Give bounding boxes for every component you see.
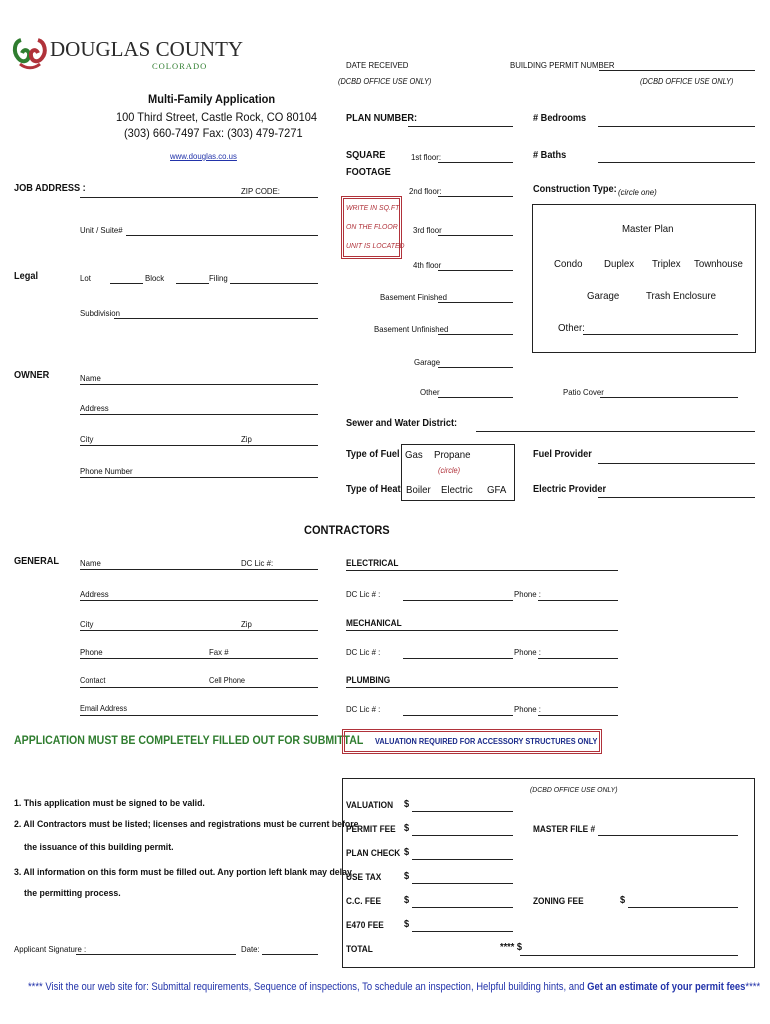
valuation-required-box	[344, 731, 600, 752]
plumbing-phone-label: Phone :	[514, 704, 541, 714]
heat-boiler-option[interactable]: Boiler	[406, 484, 431, 496]
floor2-label: 2nd floor:	[409, 186, 442, 196]
floor1-label: 1st floor:	[411, 152, 442, 162]
plan-check-label: PLAN CHECK	[346, 848, 401, 858]
footer-visit-line	[28, 981, 760, 994]
mechanical-phone-field[interactable]	[538, 658, 618, 659]
e470-fee-label: E470 FEE	[346, 920, 384, 930]
plan-number-field[interactable]	[408, 126, 513, 127]
rule-2: 2. All Contractors must be listed; licenses and registrations must be current before	[14, 819, 359, 830]
master-file-label: MASTER FILE #	[533, 824, 596, 834]
option-master-plan[interactable]: Master Plan	[622, 223, 674, 235]
circle-one-note: (circle one)	[618, 187, 657, 197]
zoning-fee-dollar: $	[620, 895, 626, 906]
general-phone-label: Phone	[80, 647, 103, 657]
general-email-field[interactable]	[80, 715, 318, 716]
applicant-signature-label: Applicant Signature :	[14, 944, 87, 954]
other-field[interactable]	[438, 397, 513, 398]
plan-check-dollar: $	[404, 847, 410, 858]
circle-note: (circle)	[438, 466, 461, 475]
mechanical-dclic-label: DC Lic # :	[346, 647, 381, 657]
master-file-field[interactable]	[598, 835, 738, 836]
owner-name-field[interactable]	[80, 384, 318, 385]
floor2-field[interactable]	[438, 196, 513, 197]
plumbing-dclic-field[interactable]	[403, 715, 513, 716]
valuation-required-notice: VALUATION REQUIRED FOR ACCESSORY STRUCTURES ONLY	[375, 737, 598, 746]
date-field[interactable]	[262, 954, 318, 955]
rule-1: 1. This application must be signed to be valid.	[14, 798, 205, 809]
general-cell-label: Cell Phone	[209, 676, 246, 685]
permit-fee-dollar: $	[404, 823, 410, 834]
electrical-phone-field[interactable]	[538, 600, 618, 601]
total-field[interactable]	[520, 955, 738, 956]
owner-phone-label: Phone Number	[80, 466, 133, 476]
office-phone: (303) 660-7497 Fax: (303) 479-7271	[124, 126, 303, 140]
mechanical-name-field[interactable]	[346, 630, 618, 631]
zoning-fee-field[interactable]	[628, 907, 738, 908]
floor3-field[interactable]	[438, 235, 513, 236]
must-fill-notice: APPLICATION MUST BE COMPLETELY FILLED OUT FOR SUBMITTAL	[14, 735, 364, 747]
construction-type-label: Construction Type:	[533, 184, 617, 195]
general-fax-label: Fax #	[209, 647, 229, 657]
fuel-propane-option[interactable]: Propane	[434, 449, 471, 461]
floor3-label: 3rd floor	[413, 225, 442, 235]
garage-field[interactable]	[438, 367, 513, 368]
general-email-label: Email Address	[80, 704, 128, 713]
bedrooms-field[interactable]	[598, 126, 755, 127]
e470-fee-field[interactable]	[412, 931, 513, 932]
zoning-fee-label: ZONING FEE	[533, 896, 584, 906]
applicant-signature-field[interactable]	[76, 954, 236, 955]
dcbd-office-note-2: (DCBD OFFICE USE ONLY)	[640, 77, 734, 86]
garage-label: Garage	[414, 357, 441, 367]
mechanical-dclic-field[interactable]	[403, 658, 513, 659]
general-heading: GENERAL	[14, 556, 59, 567]
heat-gfa-option[interactable]: GFA	[487, 484, 507, 496]
legal-label: Legal	[14, 271, 39, 282]
basement-finished-field[interactable]	[438, 302, 513, 303]
sewer-water-field[interactable]	[476, 431, 755, 432]
contractors-heading: CONTRACTORS	[304, 523, 390, 537]
owner-city-field[interactable]	[80, 445, 318, 446]
basement-unfinished-label: Basement Unfinished	[374, 324, 449, 334]
floor4-field[interactable]	[438, 270, 513, 271]
rule-3b: the permitting process.	[24, 888, 121, 899]
electrical-phone-label: Phone :	[514, 589, 541, 599]
owner-city-label: City	[80, 434, 94, 444]
fees-dcbd-note: (DCBD OFFICE USE ONLY)	[530, 785, 618, 794]
electric-provider-label: Electric Provider	[533, 484, 607, 495]
plumbing-phone-field[interactable]	[538, 715, 618, 716]
logo-sub-text: COLORADO	[152, 61, 208, 71]
owner-address-field[interactable]	[80, 414, 318, 415]
permit-fee-label: PERMIT FEE	[346, 824, 396, 834]
type-of-heat-label: Type of Heat	[346, 484, 401, 495]
electrical-heading: ELECTRICAL	[346, 558, 399, 568]
plumbing-dclic-label: DC Lic # :	[346, 704, 381, 714]
date-label: Date:	[241, 944, 260, 954]
dcbd-office-note-1: (DCBD OFFICE USE ONLY)	[338, 77, 432, 86]
baths-field[interactable]	[598, 162, 755, 163]
e470-fee-dollar: $	[404, 919, 410, 930]
owner-phone-field[interactable]	[80, 477, 318, 478]
unit-suite-label: Unit / Suite#	[80, 225, 123, 235]
footer-visit-text: **** Visit the our web site for: Submittal requirements, Sequence of inspections, To schedule an inspection, Helpful building hints, and	[28, 981, 588, 993]
electrical-name-field[interactable]	[346, 570, 618, 571]
electric-provider-field[interactable]	[598, 497, 755, 498]
block-field[interactable]	[176, 283, 209, 284]
website-link[interactable]: www.douglas.co.us	[170, 151, 237, 161]
cc-fee-dollar: $	[404, 895, 410, 906]
unit-suite-field[interactable]	[126, 235, 318, 236]
basement-finished-label: Basement Finished	[380, 292, 447, 302]
logo-main-text: DOUGLAS COUNTY	[50, 37, 244, 61]
form-title: Multi-Family Application	[148, 92, 276, 106]
estimate-link[interactable]: Get an estimate of your permit fees	[587, 981, 746, 993]
baths-label: # Baths	[533, 150, 567, 161]
use-tax-label: USE TAX	[346, 872, 382, 882]
floor1-field[interactable]	[438, 162, 513, 163]
general-zip-label: Zip	[241, 619, 252, 629]
use-tax-dollar: $	[404, 871, 410, 882]
valuation-field[interactable]	[412, 811, 513, 812]
option-townhouse[interactable]: Townhouse	[694, 258, 743, 270]
fuel-gas-option[interactable]: Gas	[405, 449, 423, 461]
option-garage[interactable]: Garage	[587, 290, 620, 302]
cc-fee-field[interactable]	[412, 907, 513, 908]
owner-address-label: Address	[80, 403, 109, 413]
total-label: TOTAL	[346, 944, 373, 954]
option-trash-enclosure[interactable]: Trash Enclosure	[646, 290, 716, 302]
rule-3: 3. All information on this form must be filled out. Any portion left blank may delay	[14, 867, 352, 878]
cc-fee-label: C.C. FEE	[346, 896, 381, 906]
valuation-label: VALUATION	[346, 800, 394, 810]
building-permit-number-field[interactable]	[599, 70, 755, 71]
use-tax-field[interactable]	[412, 883, 513, 884]
building-permit-number-label: BUILDING PERMIT NUMBER	[510, 60, 615, 70]
other-label: Other	[420, 387, 440, 397]
patio-cover-field[interactable]	[600, 397, 738, 398]
county-logo	[12, 36, 244, 76]
owner-zip-label: Zip	[241, 434, 252, 444]
electrical-dclic-field[interactable]	[403, 600, 513, 601]
fuel-provider-label: Fuel Provider	[533, 449, 592, 460]
basement-unfinished-field[interactable]	[438, 334, 513, 335]
option-duplex[interactable]: Duplex	[604, 258, 635, 270]
total-dollar: **** $	[500, 942, 522, 953]
option-triplex[interactable]: Triplex	[652, 258, 681, 270]
valuation-dollar: $	[404, 799, 410, 810]
filing-label: Filing	[209, 273, 228, 283]
general-name-field[interactable]	[80, 569, 318, 570]
date-received-label: DATE RECEIVED	[346, 60, 409, 70]
general-city-field[interactable]	[80, 630, 318, 631]
sqft-note-3: UNIT IS LOCATED	[346, 241, 405, 250]
subdivision-field[interactable]	[114, 318, 318, 319]
general-city-label: City	[80, 619, 94, 629]
mechanical-heading: MECHANICAL	[346, 618, 402, 628]
general-dclic-label: DC Lic #:	[241, 558, 274, 568]
rule-2b: the issuance of this building permit.	[24, 842, 174, 853]
job-address-field[interactable]	[80, 197, 318, 198]
option-condo[interactable]: Condo	[554, 258, 583, 270]
patio-cover-label: Patio Cover	[563, 387, 604, 397]
filing-field[interactable]	[230, 283, 318, 284]
owner-name-label: Name	[80, 373, 101, 383]
sqft-note-2: ON THE FLOOR	[346, 222, 398, 231]
job-address-label: JOB ADDRESS :	[14, 183, 86, 194]
zip-code-label: ZIP CODE:	[241, 186, 280, 196]
plumbing-name-field[interactable]	[346, 687, 618, 688]
subdivision-label: Subdivision	[80, 308, 121, 318]
office-address: 100 Third Street, Castle Rock, CO 80104	[116, 110, 318, 124]
general-name-label: Name	[80, 558, 101, 568]
block-label: Block	[145, 273, 165, 283]
sewer-water-label: Sewer and Water District:	[346, 418, 458, 429]
general-address-label: Address	[80, 589, 109, 599]
general-contact-field[interactable]	[80, 687, 318, 688]
electrical-dclic-label: DC Lic # :	[346, 589, 381, 599]
bedrooms-label: # Bedrooms	[533, 113, 587, 124]
sqft-note-1: WRITE IN SQ.FT.	[346, 203, 401, 212]
general-contact-label: Contact	[80, 676, 106, 685]
lot-label: Lot	[80, 273, 91, 283]
plan-check-field[interactable]	[412, 859, 513, 860]
logo-mark-icon	[12, 36, 48, 70]
sqft-note-box	[343, 198, 405, 257]
square-footage-label-2: FOOTAGE	[346, 167, 391, 178]
mechanical-phone-label: Phone :	[514, 647, 541, 657]
square-footage-label: SQUARE	[346, 150, 386, 161]
plumbing-heading: PLUMBING	[346, 675, 391, 685]
general-phone-field[interactable]	[80, 658, 318, 659]
permit-fee-field[interactable]	[412, 835, 513, 836]
type-of-fuel-label: Type of Fuel	[346, 449, 400, 460]
option-other-field[interactable]	[583, 334, 738, 335]
plan-number-label: PLAN NUMBER:	[346, 113, 418, 124]
footer-stars: ****	[745, 981, 761, 993]
heat-electric-option[interactable]: Electric	[441, 484, 473, 496]
owner-heading: OWNER	[14, 370, 50, 381]
fuel-provider-field[interactable]	[598, 463, 755, 464]
floor4-label: 4th floor	[413, 260, 442, 270]
general-address-field[interactable]	[80, 600, 318, 601]
lot-field[interactable]	[110, 283, 143, 284]
option-other: Other:	[558, 322, 585, 334]
